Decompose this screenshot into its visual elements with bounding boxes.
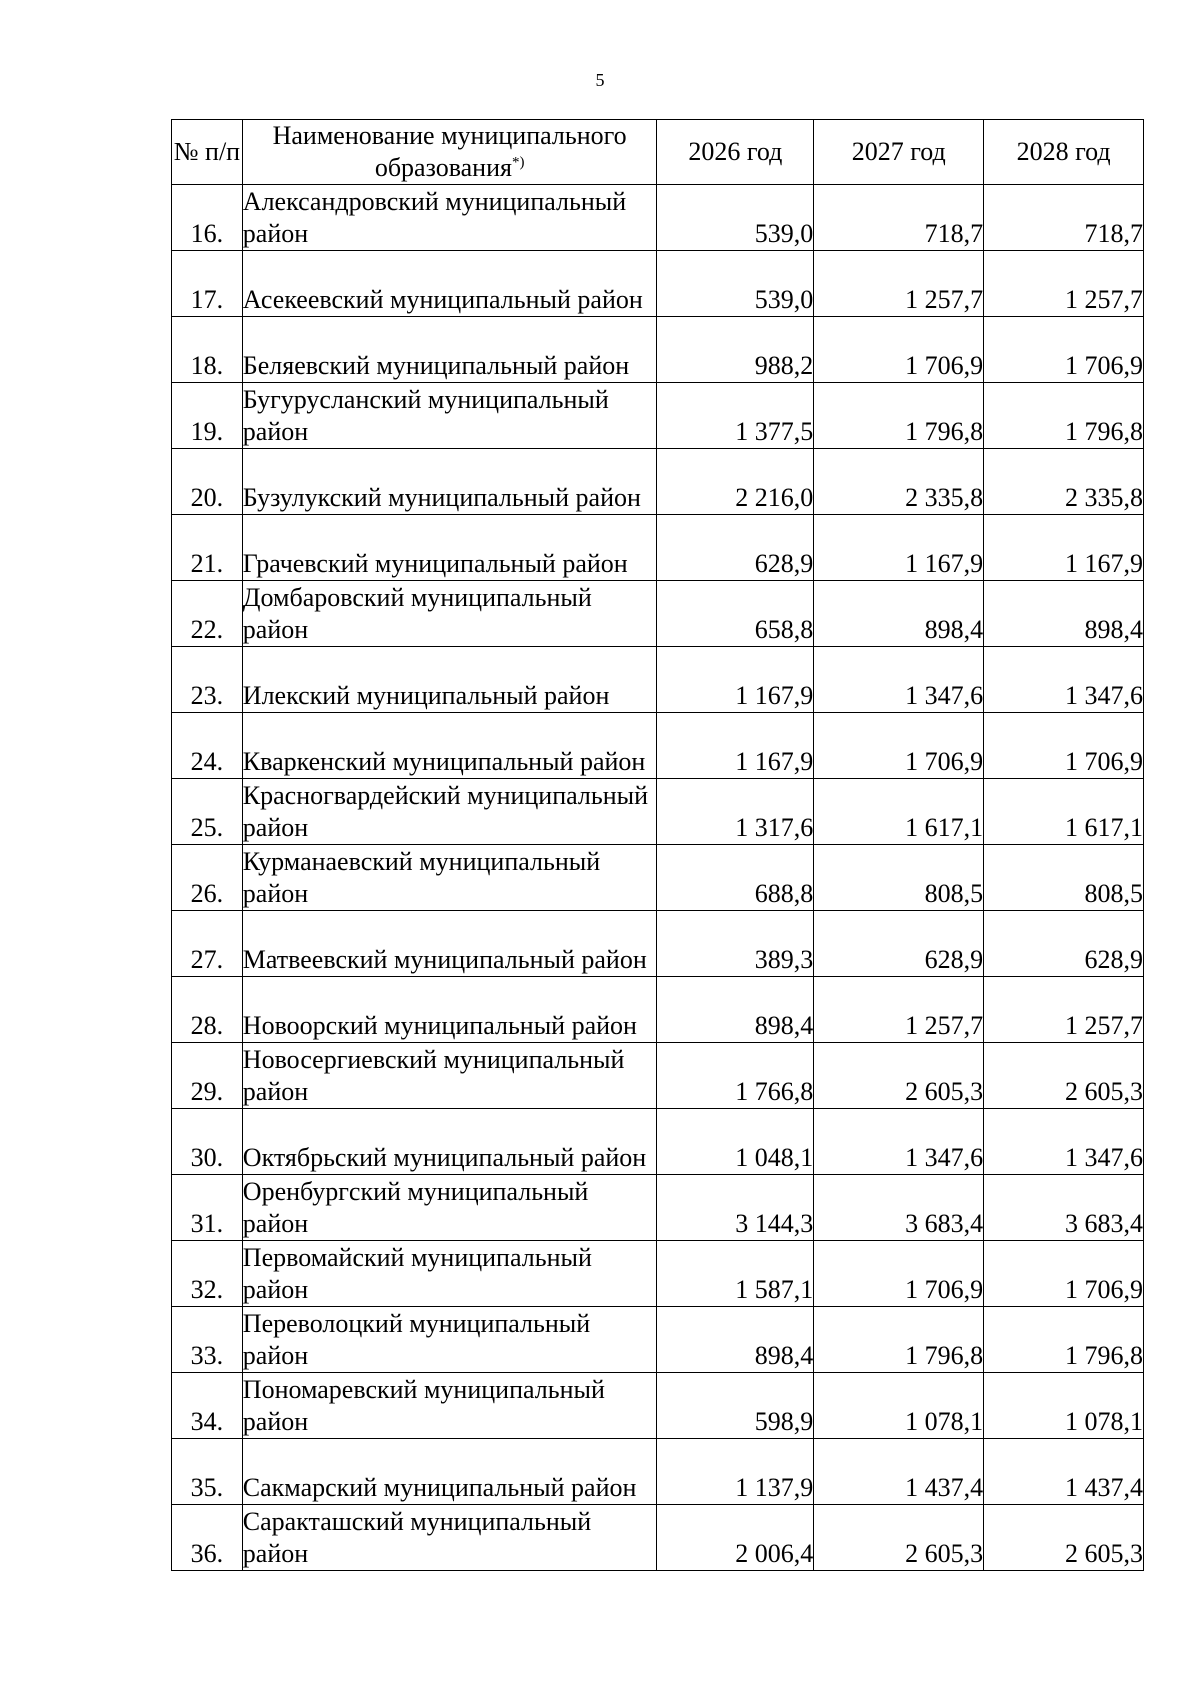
value-2026: 898,4 <box>657 977 814 1043</box>
header-year-2028: 2028 год <box>984 120 1144 185</box>
row-number: 33. <box>172 1307 243 1373</box>
municipality-name: Кваркенский муниципальный район <box>242 713 657 779</box>
municipality-name: Красногвардейский муниципальный район <box>242 779 657 845</box>
table-row <box>172 1043 1144 1109</box>
value-2027: 808,5 <box>814 845 984 911</box>
row-number: 19. <box>172 383 243 449</box>
value-2028: 1 796,8 <box>984 1307 1144 1373</box>
municipality-name: Илекский муниципальный район <box>242 647 657 713</box>
value-2026: 2 216,0 <box>657 449 814 515</box>
row-number: 21. <box>172 515 243 581</box>
value-2028: 1 257,7 <box>984 251 1144 317</box>
value-2028: 1 617,1 <box>984 779 1144 845</box>
value-2028: 1 706,9 <box>984 317 1144 383</box>
row-number: 20. <box>172 449 243 515</box>
value-2026: 539,0 <box>657 251 814 317</box>
value-2026: 539,0 <box>657 185 814 251</box>
value-2027: 898,4 <box>814 581 984 647</box>
municipality-name: Сакмарский муниципальный район <box>242 1439 657 1505</box>
municipality-name: Новоорский муниципальный район <box>242 977 657 1043</box>
row-number: 25. <box>172 779 243 845</box>
municipality-name: Матвеевский муниципальный район <box>242 911 657 977</box>
row-number: 27. <box>172 911 243 977</box>
value-2026: 1 048,1 <box>657 1109 814 1175</box>
value-2027: 1 437,4 <box>814 1439 984 1505</box>
municipality-name: Саракташский муниципальный район <box>242 1505 657 1571</box>
value-2028: 898,4 <box>984 581 1144 647</box>
table-row <box>172 1241 1144 1307</box>
value-2028: 1 706,9 <box>984 713 1144 779</box>
value-2026: 1 377,5 <box>657 383 814 449</box>
header-num: № п/п <box>172 120 243 185</box>
value-2026: 1 766,8 <box>657 1043 814 1109</box>
municipality-name: Новосергиевский муниципальный район <box>242 1043 657 1109</box>
value-2027: 1 706,9 <box>814 317 984 383</box>
value-2028: 2 605,3 <box>984 1043 1144 1109</box>
value-2027: 1 706,9 <box>814 1241 984 1307</box>
value-2028: 808,5 <box>984 845 1144 911</box>
value-2026: 1 137,9 <box>657 1439 814 1505</box>
table-row <box>172 845 1144 911</box>
value-2028: 1 167,9 <box>984 515 1144 581</box>
value-2028: 1 347,6 <box>984 647 1144 713</box>
municipality-name: Оренбургский муниципальный район <box>242 1175 657 1241</box>
table-row <box>172 1505 1144 1571</box>
municipality-name: Беляевский муниципальный район <box>242 317 657 383</box>
table-row <box>172 713 1144 779</box>
value-2026: 658,8 <box>657 581 814 647</box>
value-2028: 3 683,4 <box>984 1175 1144 1241</box>
row-number: 34. <box>172 1373 243 1439</box>
row-number: 23. <box>172 647 243 713</box>
value-2026: 628,9 <box>657 515 814 581</box>
row-number: 24. <box>172 713 243 779</box>
table-row <box>172 1439 1144 1505</box>
value-2026: 3 144,3 <box>657 1175 814 1241</box>
table-row <box>172 911 1144 977</box>
municipality-name: Асекеевский муниципальный район <box>242 251 657 317</box>
value-2027: 718,7 <box>814 185 984 251</box>
row-number: 35. <box>172 1439 243 1505</box>
header-name-footnote-mark: *) <box>511 154 525 171</box>
value-2028: 1 796,8 <box>984 383 1144 449</box>
header-year-2027: 2027 год <box>814 120 984 185</box>
value-2027: 1 257,7 <box>814 251 984 317</box>
table-row <box>172 1175 1144 1241</box>
page-number: 5 <box>595 70 605 90</box>
value-2027: 1 706,9 <box>814 713 984 779</box>
value-2027: 2 605,3 <box>814 1505 984 1571</box>
row-number: 31. <box>172 1175 243 1241</box>
row-number: 29. <box>172 1043 243 1109</box>
value-2028: 2 605,3 <box>984 1505 1144 1571</box>
value-2026: 2 006,4 <box>657 1505 814 1571</box>
municipality-name: Домбаровский муниципальный район <box>242 581 657 647</box>
value-2027: 1 347,6 <box>814 647 984 713</box>
row-number: 17. <box>172 251 243 317</box>
row-number: 30. <box>172 1109 243 1175</box>
header-name <box>242 120 657 185</box>
table-row <box>172 977 1144 1043</box>
table-row <box>172 1109 1144 1175</box>
row-number: 22. <box>172 581 243 647</box>
value-2028: 2 335,8 <box>984 449 1144 515</box>
municipality-name: Первомайский муниципальный район <box>242 1241 657 1307</box>
table-row <box>172 185 1144 251</box>
value-2026: 688,8 <box>657 845 814 911</box>
value-2027: 1 078,1 <box>814 1373 984 1439</box>
value-2026: 1 317,6 <box>657 779 814 845</box>
value-2027: 1 257,7 <box>814 977 984 1043</box>
table-row <box>172 581 1144 647</box>
municipality-name: Бугурусланский муниципальный район <box>242 383 657 449</box>
value-2026: 389,3 <box>657 911 814 977</box>
table-row <box>172 515 1144 581</box>
value-2026: 1 587,1 <box>657 1241 814 1307</box>
value-2027: 628,9 <box>814 911 984 977</box>
municipality-name: Пономаревский муниципальный район <box>242 1373 657 1439</box>
row-number: 36. <box>172 1505 243 1571</box>
municipality-name: Курманаевский муниципальный район <box>242 845 657 911</box>
municipality-name: Александровский муниципальный район <box>242 185 657 251</box>
value-2028: 1 706,9 <box>984 1241 1144 1307</box>
row-number: 16. <box>172 185 243 251</box>
value-2028: 628,9 <box>984 911 1144 977</box>
row-number: 18. <box>172 317 243 383</box>
table-header-row <box>172 120 1144 185</box>
data-table <box>171 119 1144 1571</box>
table-row <box>172 779 1144 845</box>
table-body <box>172 185 1144 1571</box>
value-2026: 1 167,9 <box>657 713 814 779</box>
value-2028: 718,7 <box>984 185 1144 251</box>
table-row <box>172 317 1144 383</box>
value-2027: 1 796,8 <box>814 383 984 449</box>
header-name-text: Наименование муниципального образования <box>272 121 627 182</box>
row-number: 28. <box>172 977 243 1043</box>
row-number: 32. <box>172 1241 243 1307</box>
municipality-name: Грачевский муниципальный район <box>242 515 657 581</box>
value-2027: 2 335,8 <box>814 449 984 515</box>
value-2026: 898,4 <box>657 1307 814 1373</box>
value-2026: 598,9 <box>657 1373 814 1439</box>
municipality-name: Бузулукский муниципальный район <box>242 449 657 515</box>
value-2026: 1 167,9 <box>657 647 814 713</box>
value-2027: 1 347,6 <box>814 1109 984 1175</box>
table-row <box>172 647 1144 713</box>
table-row <box>172 383 1144 449</box>
value-2028: 1 078,1 <box>984 1373 1144 1439</box>
municipality-name: Переволоцкий муниципальный район <box>242 1307 657 1373</box>
value-2028: 1 257,7 <box>984 977 1144 1043</box>
value-2027: 1 617,1 <box>814 779 984 845</box>
value-2028: 1 437,4 <box>984 1439 1144 1505</box>
row-number: 26. <box>172 845 243 911</box>
value-2027: 1 167,9 <box>814 515 984 581</box>
table-row <box>172 449 1144 515</box>
municipality-name: Октябрьский муниципальный район <box>242 1109 657 1175</box>
value-2027: 1 796,8 <box>814 1307 984 1373</box>
table-row <box>172 1373 1144 1439</box>
value-2027: 3 683,4 <box>814 1175 984 1241</box>
header-year-2026: 2026 год <box>657 120 814 185</box>
table-row <box>172 251 1144 317</box>
value-2026: 988,2 <box>657 317 814 383</box>
value-2027: 2 605,3 <box>814 1043 984 1109</box>
value-2028: 1 347,6 <box>984 1109 1144 1175</box>
table-row <box>172 1307 1144 1373</box>
